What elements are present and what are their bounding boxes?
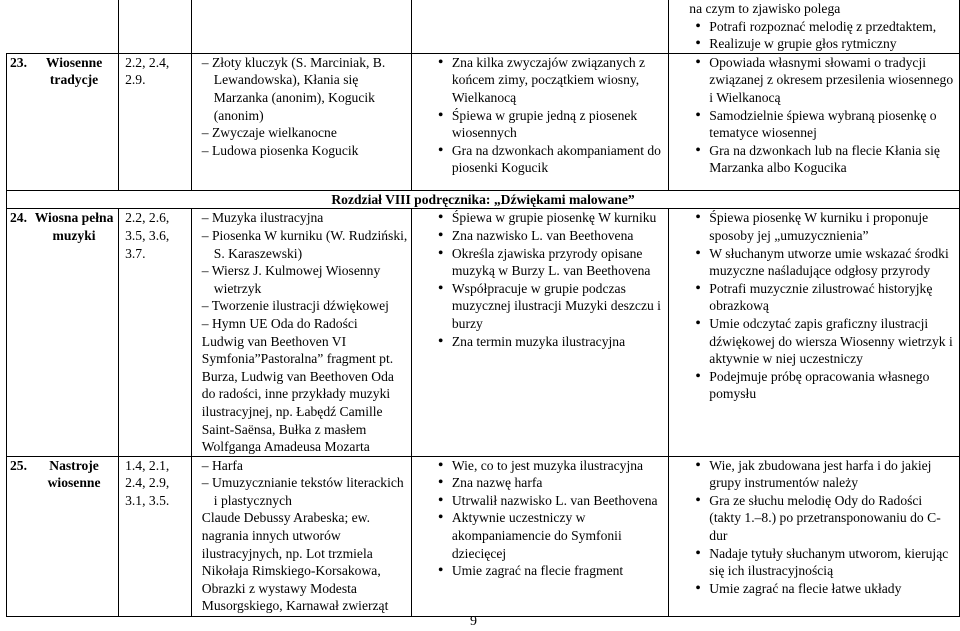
list-item: • Zna nazwę harfa [452, 474, 665, 492]
list-item: • Umie zagrać na flecie łatwe układy [709, 580, 956, 598]
list-item: • Śpiewa w grupie piosenkę W kurniku [452, 209, 665, 227]
lesson-number: 25. [10, 457, 27, 473]
list-item: • Wie, co to jest muzyka ilustracyjna [452, 457, 665, 475]
list-item: • Realizuje w grupie głos rytmiczny [709, 35, 956, 53]
materials-cell [191, 53, 411, 190]
lesson-row-24 [7, 209, 960, 456]
material-item: – Muzyka ilustracyjna [202, 209, 408, 227]
extended-requirements-cell [669, 53, 960, 190]
material-item: – Zwyczaje wielkanocne [202, 124, 408, 142]
list-item: • Samodzielnie śpiewa wybraną piosenkę o tematyce wiosennej [709, 107, 956, 142]
basic-requirements-cell [411, 209, 668, 456]
lesson-topic: Wiosenne tradycje [45, 54, 103, 88]
list-item: • W słuchanym utworze umie wskazać środki muzyczne naśladujące odgłosy przyrody [709, 245, 956, 280]
list-item: • Nadaje tytuły słuchanym utworom, kierując się ich ilustracyjnością [709, 545, 956, 580]
lesson-row-25 [7, 456, 960, 616]
material-item: – Złoty kluczyk (S. Marciniak, B. Lewandowska), Kłania się Marzanka (anonim), Kogucik (anonim) [202, 54, 408, 124]
curriculum-codes: 2.2, 2.4, 2.9. [119, 53, 192, 190]
list-item: • Współpracuje w grupie podczas muzycznej ilustracji Muzyki deszczu i burzy [452, 280, 665, 333]
lesson-number: 24. [10, 210, 27, 226]
material-item: – Harfa [202, 457, 408, 475]
lesson-row-23 [7, 53, 960, 190]
list-item: • Śpiewa w grupie jedną z piosenek wiosennych [452, 107, 665, 142]
list-item: • Podejmuje próbę opracowania własnego pomysłu [709, 368, 956, 403]
list-item: • Opowiada własnymi słowami o tradycji związanej z okresem przesilenia wiosennego i Wielkanocą [709, 54, 956, 107]
basic-requirements-cell [411, 456, 668, 616]
page-number: 9 [470, 614, 477, 629]
list-item: • Utrwalił nazwisko L. van Beethovena [452, 492, 665, 510]
list-item: • Gra ze słuchu melodię Ody do Radości (takty 1.–8.) po przetransponowaniu do C-dur [709, 492, 956, 545]
lesson-number: 23. [10, 54, 27, 70]
material-item: – Umuzycznianie tekstów literackich i plastycznych [202, 474, 408, 509]
list-item: • Zna termin muzyka ilustracyjna [452, 333, 665, 351]
list-item: • Wie, jak zbudowana jest harfa i do jakiej grupy instrumentów należy [709, 457, 956, 492]
list-item: • Gra na dzwonkach lub na flecie Kłania się Marzanka albo Kogucika [709, 142, 956, 177]
materials-cell [191, 209, 411, 456]
continuation-line: na czym to zjawisko polega [689, 1, 841, 16]
lesson-topic: Nastroje wiosenne [47, 457, 101, 491]
list-item: • Aktywnie uczestniczy w akompaniamencie do Symfonii dziecięcej [452, 509, 665, 562]
list-item: • Potrafi muzycznie zilustrować historyjkę obrazkową [709, 280, 956, 315]
list-item: • Umie odczytać zapis graficzny ilustracji dźwiękowej do wiersza Wiosenny wietrzyk i aktywnie w niej uczestniczy [709, 315, 956, 368]
section-heading-row [7, 190, 960, 209]
basic-requirements-cell [411, 53, 668, 190]
list-item: • Umie zagrać na flecie fragment [452, 562, 665, 580]
material-item: – Ludowa piosenka Kogucik [202, 142, 408, 160]
curriculum-table [6, 0, 960, 617]
material-item: – Piosenka W kurniku (W. Rudziński, S. Karaszewski) [202, 227, 408, 262]
list-item: • Zna kilka zwyczajów związanych z końcem zimy, początkiem wiosny, Wielkanocą [452, 54, 665, 107]
continuation-extended-cell [669, 0, 960, 53]
extended-requirements-cell [669, 456, 960, 616]
lesson-topic: Wiosna pełna muzyki [34, 210, 114, 243]
material-item: – Wiersz J. Kulmowej Wiosenny wietrzyk [202, 262, 408, 297]
material-item: – Hymn UE Oda do Radości [202, 315, 408, 333]
list-item: • Potrafi rozpoznać melodię z przedtaktem, [709, 18, 956, 36]
list-item: • Śpiewa piosenkę W kurniku i proponuje sposoby jej „umuzycznienia” [709, 209, 956, 244]
materials-cell [191, 456, 411, 616]
list-item: • Gra na dzwonkach akompaniament do piosenki Kogucik [452, 142, 665, 177]
material-item: – Tworzenie ilustracji dźwiękowej [202, 297, 408, 315]
extended-requirements-cell [669, 209, 960, 456]
curriculum-codes: 2.2, 2.6, 3.5, 3.6, 3.7. [119, 209, 192, 456]
material-item: Claude Debussy Arabeska; ew. nagrania innych utworów ilustracyjnych, np. Lot trzmiela Nikołaja Rimskiego-Korsakowa, Obrazki z wystawy Modesta Musorgskiego, Karnawał zwierząt [201, 510, 389, 614]
curriculum-codes: 1.4, 2.1, 2.4, 2.9, 3.1, 3.5. [119, 456, 192, 616]
continuation-row [7, 0, 960, 53]
section-heading: Rozdział VIII podręcznika: „Dźwiękami malowane” [7, 190, 960, 209]
list-item: • Określa zjawiska przyrody opisane muzyką w Burzy L. van Beethovena [452, 245, 665, 280]
material-item: Ludwig van Beethoven VI Symfonia”Pastoralna” fragment pt. Burza, Ludwig van Beethoven Oda do radości, inne przykłady muzyki ilustracyjnej, np. Łabędź Camille Saint-Saënsa, Bułka z masłem Wolfganga Amadeusa Mozarta [201, 333, 394, 455]
list-item: • Zna nazwisko L. van Beethovena [452, 227, 665, 245]
